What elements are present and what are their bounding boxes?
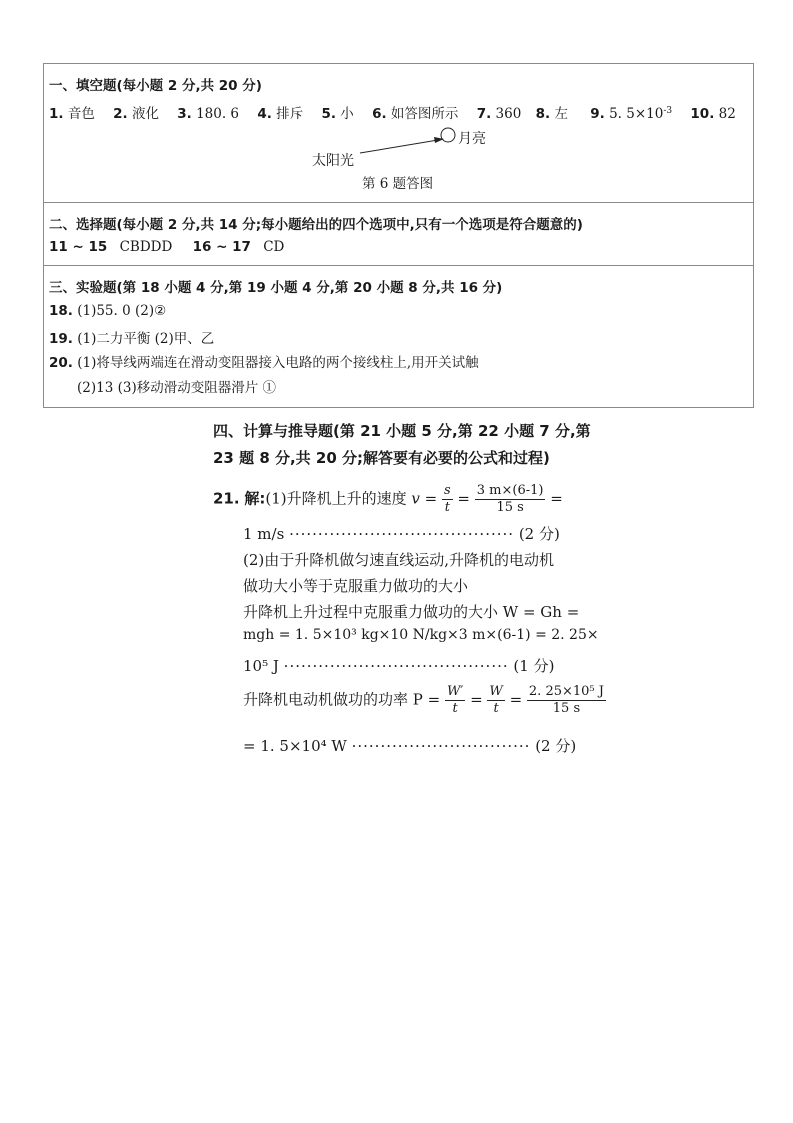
section-multiple-choice (43, 203, 754, 266)
fraction-work-over-time: $\frac{\text{2. 25×10⁵ J}}{15 s}$ (528, 684, 604, 716)
answer-5: 5. 小 (321, 106, 354, 122)
answer-4: 4. 排斥 (257, 106, 304, 122)
q21-line2: 1 m/s ······································· (2 分) (243, 525, 560, 543)
label-moon: 月亮 (458, 131, 486, 147)
answer-3: 3. 180. 6 (177, 106, 240, 122)
answer-1: 1. 音色 (49, 106, 95, 122)
answer-6: 6. 如答图所示 (372, 106, 459, 122)
answers-11-15: CBDDD (119, 239, 173, 255)
q19-answer: 19. (1)二力平衡 (2)甲、乙 (49, 331, 215, 347)
range-11-15: 11 ~ 15 (49, 239, 108, 255)
section-fill-in-blank (43, 63, 754, 203)
fraction-distance-over-time: $\frac{3 m\times(6-1)}{15 s}$ (476, 483, 544, 515)
section3-heading: 三、实验题(第 18 小题 4 分,第 19 小题 4 分,第 20 小题 8 分,共 16 分) (49, 280, 503, 296)
answer-8: 8. 左 (535, 106, 568, 122)
answer-10: 10. 82 (690, 106, 736, 122)
q21-line1: 21. 解:(1)升降机上升的速度 v = $\frac{s}{t}$ = $\frac{3 m\times(6-1)}{15 s}$ = (213, 483, 563, 515)
answer-7: 7. 360 (476, 106, 522, 122)
section1-heading: 一、填空题(每小题 2 分,共 20 分) (49, 78, 262, 94)
section4-heading-line1: 四、计算与推导题(第 21 小题 5 分,第 22 小题 7 分,第 (213, 422, 591, 440)
q21-line7: 10⁵ J ······································· (1 分) (243, 657, 555, 675)
section4-heading (213, 418, 603, 472)
section1-answers (49, 102, 736, 122)
q18-answer: 18. (1)55. 0 (2)② (49, 303, 167, 319)
q21-line8: 升降机电动机做功的功率 P = $\frac{W'}{t}$ = $\frac{W}{t}$ = $\frac{\text{2. 25×10⁵ J}}{15 s}$ (243, 684, 604, 716)
fraction-s-over-t: $\frac{s}{t}$ (443, 483, 451, 515)
answer-9: 9. 5. $5\times 10^{-3}$ (590, 106, 673, 122)
fraction-wprime-over-t: $\frac{W'}{t}$ (446, 684, 464, 716)
q20-answer-line1: 20. (1)将导线两端连在滑动变阻器接入电路的两个接线柱上,用开关试触 (49, 355, 479, 371)
q20-answer-line2: (2)13 (3)移动滑动变阻器滑片 ① (77, 380, 277, 396)
section2-heading: 二、选择题(每小题 2 分,共 14 分;每小题给出的四个选项中,只有一个选项是符合题意的) (49, 217, 583, 233)
label-sunlight: 太阳光 (312, 153, 354, 169)
section4-heading-line2: 23 题 8 分,共 20 分;解答要有必要的公式和过程) (213, 449, 550, 467)
q21-line9: = 1. 5×10⁴ W ······························· (2 分) (243, 737, 577, 755)
fraction-w-over-t: $\frac{W}{t}$ (489, 684, 503, 716)
answer-2: 2. 液化 (113, 106, 159, 122)
q21-line3: (2)由于升降机做匀速直线运动,升降机的电动机 (243, 551, 555, 569)
section-experiment (43, 266, 754, 408)
answers-16-17: CD (263, 239, 285, 255)
q21-line5: 升降机上升过程中克服重力做功的大小 W = Gh = (243, 603, 580, 621)
moon-circle (441, 128, 455, 142)
section2-answers (49, 239, 284, 255)
sunlight-ray (360, 140, 438, 153)
range-16-17: 16 ~ 17 (192, 239, 251, 255)
q21-line4: 做功大小等于克服重力做功的大小 (243, 577, 469, 595)
q21-line6: mgh = 1. 5×10³ kg×10 N/kg×3 m×(6-1) = 2. 25× (243, 627, 599, 643)
figure-caption: 第 6 题答图 (362, 176, 434, 192)
